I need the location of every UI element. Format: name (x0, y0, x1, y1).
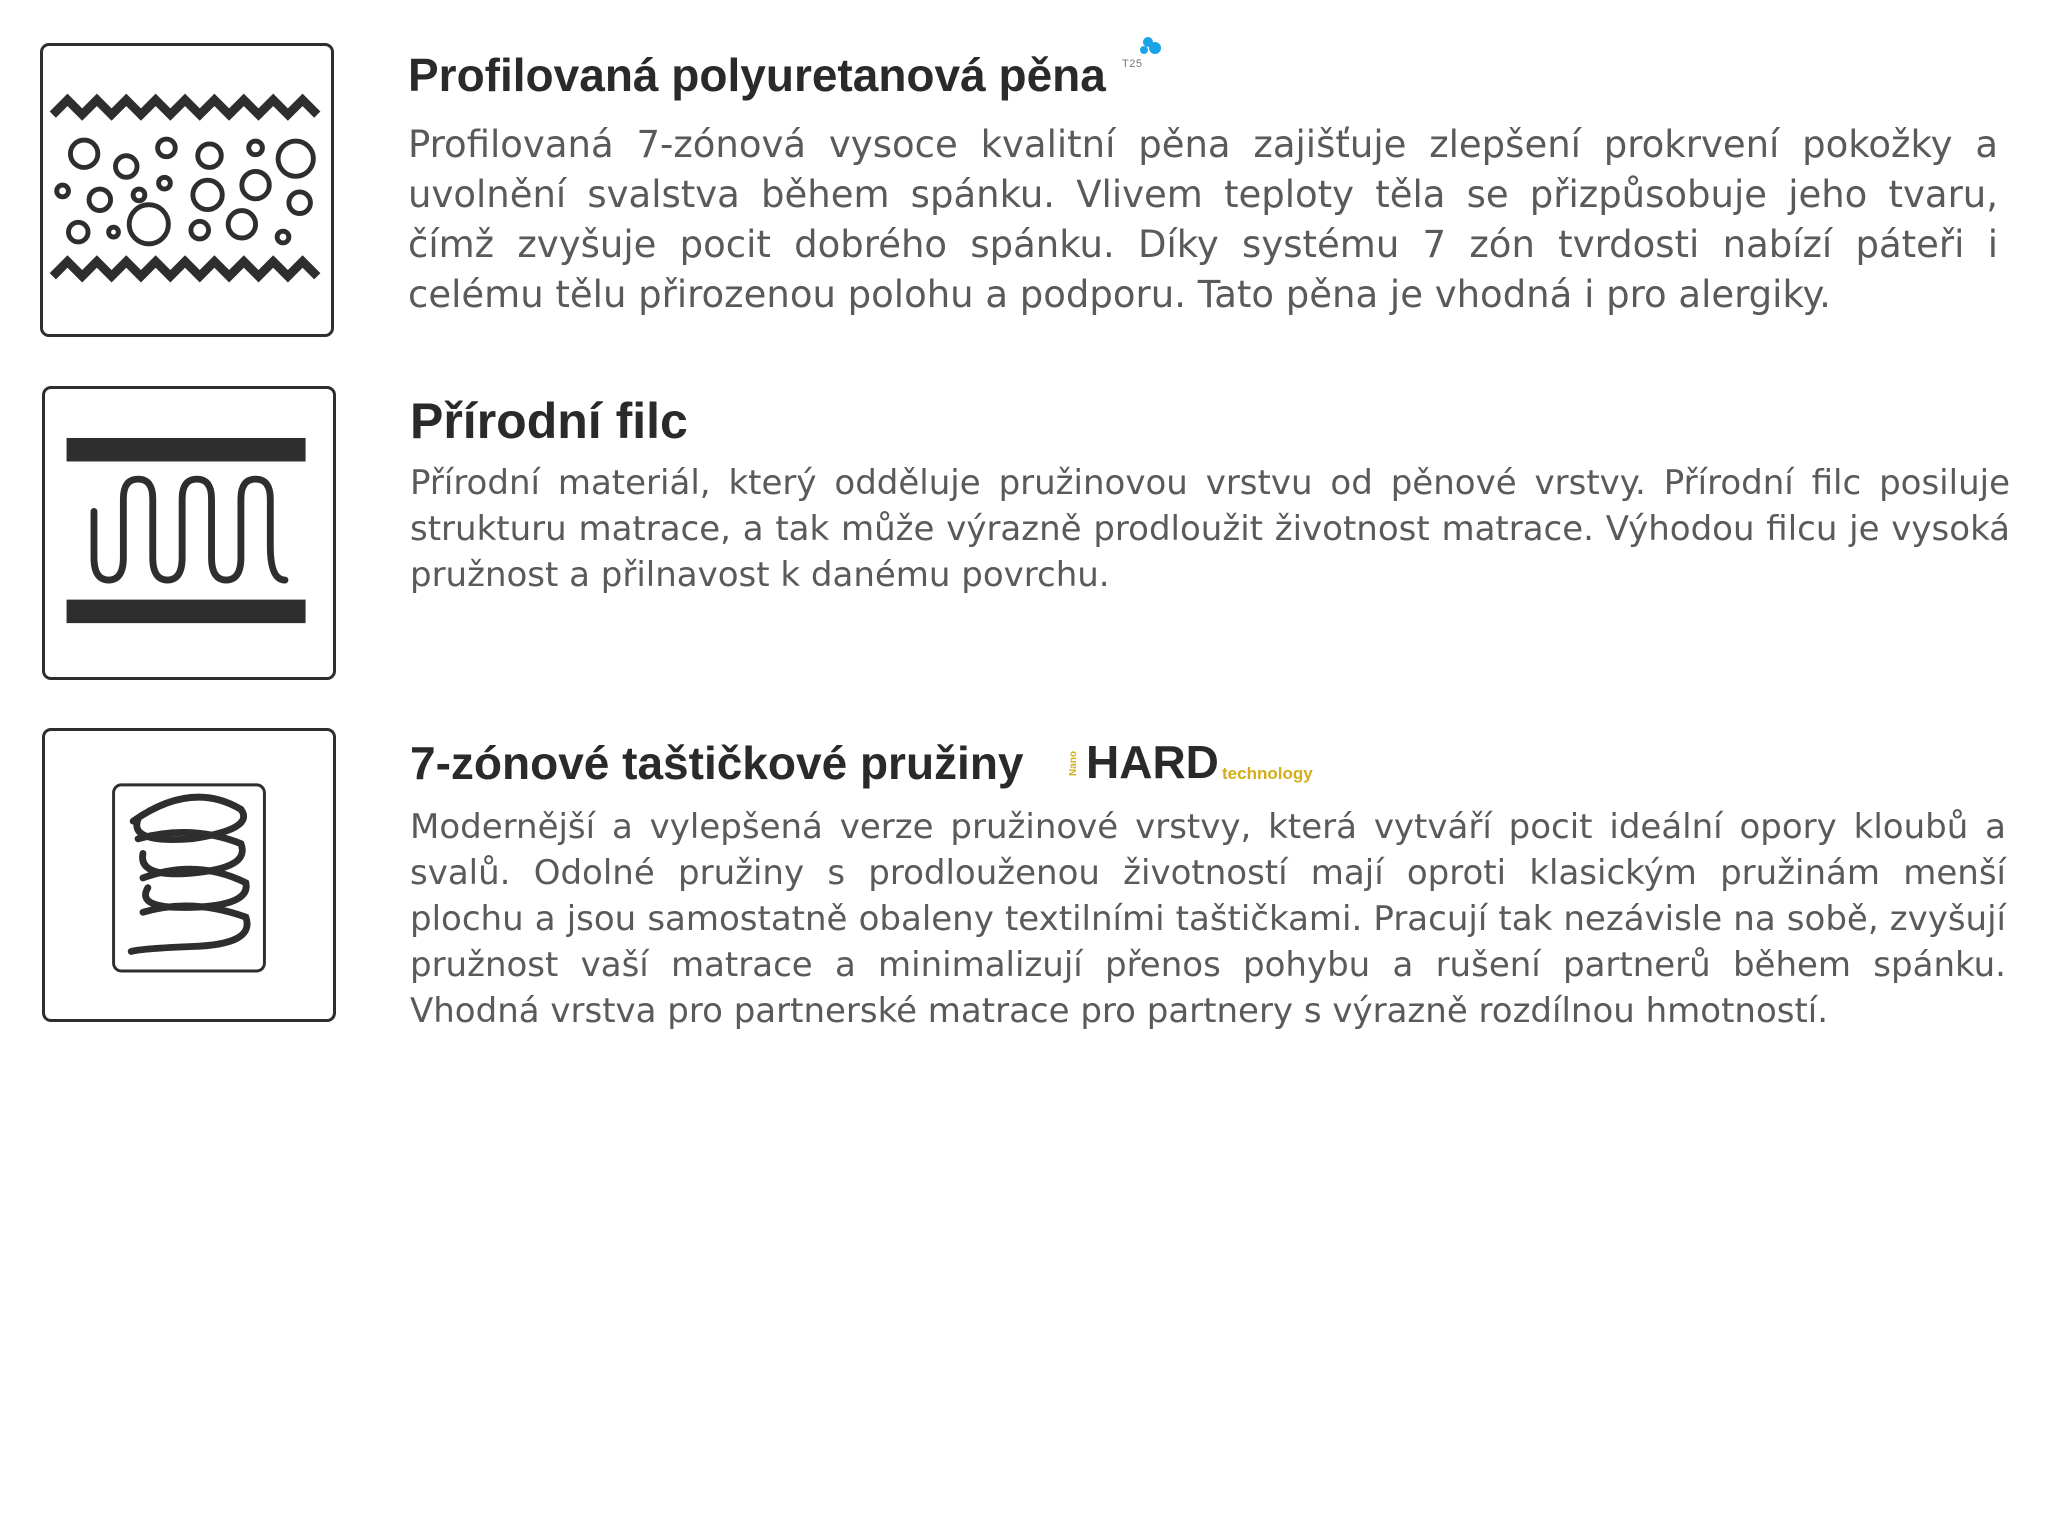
foam-svg (43, 46, 331, 334)
section-description: Modernější a vylepšená verze pružinové vrstvy, která vytváří pocit ideální opory kloubů a svalů. Odolné pružiny s prodlouženou životností mají oproti klasickým pružinám menší plochu a jsou samostatně obaleny textilními taštičkami. Pracují tak nezávisle na sobě, zvyšují pružnost vaší matrace a minimalizují přenos pohybu a rušení partnerů během spánku. Vhodná vrstva pro partnerské matrace pro partnery s výrazně rozdílnou hmotností. (410, 807, 2006, 1031)
section-description: Přírodní materiál, který odděluje pružinovou vrstvu od pěnové vrstvy. Přírodní filc posiluje strukturu matrace, a tak může výrazně prodloužit životnost matrace. Výhodou filcu je vysoká pružnost a přilnavost k danému povrchu. (410, 463, 2010, 595)
technology-label: technology (1222, 764, 1313, 783)
section-title: 7-zónové taštičkové pružiny (410, 737, 1024, 789)
pocket-spring-icon (42, 728, 336, 1022)
foam-layer-icon (40, 43, 334, 337)
section-title: Přírodní filc (410, 393, 688, 449)
section-description: Profilovaná 7-zónová vysoce kvalitní pěna zajišťuje zlepšení prokrvení pokožky a uvolnění svalstva během spánku. Vlivem teploty těla se přizpůsobuje jeho tvaru, čímž zvyšuje pocit dobrého spánku. Díky systému 7 zón tvrdosti nabízí páteři i celému tělu přirozenou polohu a podporu. Tato pěna je vhodná i pro alergiky. (408, 123, 1998, 316)
section-title: Profilovaná polyuretanová pěna (408, 49, 1106, 101)
spring-svg (45, 731, 333, 1019)
felt-layer-icon (42, 386, 336, 680)
hard-logo: HARD (1086, 736, 1219, 788)
t25-label: T25 (1122, 58, 1143, 70)
nano-label: Nano (1068, 751, 1079, 776)
felt-svg (45, 389, 333, 677)
